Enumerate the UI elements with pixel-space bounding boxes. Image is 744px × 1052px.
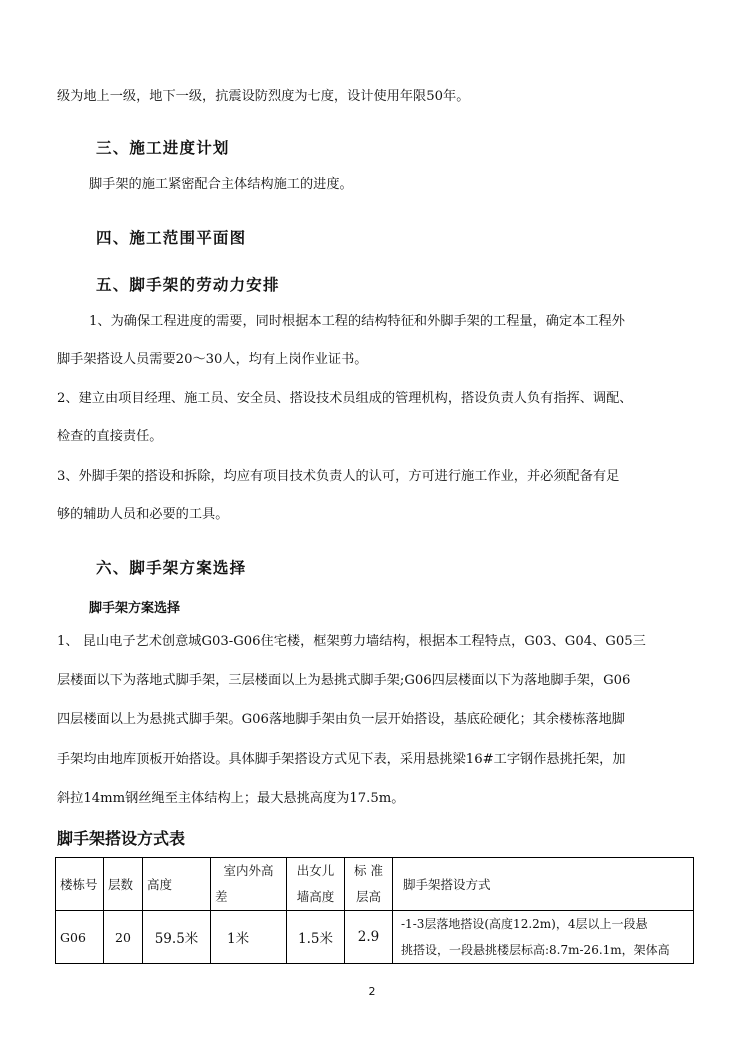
- header-std-floor: 标 准 层高: [345, 858, 393, 911]
- table-header-row: [56, 858, 694, 911]
- labor-item-2-line-2: 检查的直接责任。: [57, 429, 163, 444]
- labor-item-2-line-1: 2、建立由项目经理、施工员、安全员、搭设技术员组成的管理机构，搭设负责人负有指挥、调配、: [57, 391, 633, 406]
- scheme-line-3: 四层楼面以上为悬挑式脚手架。G06落地脚手架由负一层开始搭设，基底砼硬化；其余楼栋落地脚: [57, 712, 625, 727]
- cell-building: G06: [56, 911, 104, 964]
- heading-labor: 五、脚手架的劳动力安排: [96, 276, 280, 294]
- cell-method: -1-3层落地搭设(高度12.2m)，4层以上一段悬 挑搭设，一段悬挑楼层标高:8.7m-26.1m，架体高: [393, 911, 694, 964]
- table-title: 脚手架搭设方式表: [57, 829, 186, 848]
- cell-std-floor: 2.9: [345, 911, 393, 964]
- header-parapet: 出女儿 墙高度: [287, 858, 345, 911]
- subheading-scaffold-scheme: 脚手架方案选择: [89, 601, 181, 616]
- labor-item-1-line-1: 1、为确保工程进度的需要，同时根据本工程的结构特征和外脚手架的工程量，确定本工程外: [89, 314, 625, 329]
- paragraph-intro-end: 级为地上一级，地下一级，抗震设防烈度为七度，设计使用年限50年。: [57, 89, 470, 104]
- labor-item-3-line-2: 够的辅助人员和必要的工具。: [57, 507, 229, 522]
- scheme-line-2: 层楼面以下为落地式脚手架，三层楼面以上为悬挑式脚手架;G06四层楼面以下为落地脚手架，G06: [57, 673, 631, 688]
- paragraph-schedule: 脚手架的施工紧密配合主体结构施工的进度。: [89, 177, 353, 192]
- heading-scaffold-scheme: 六、脚手架方案选择: [96, 559, 247, 577]
- page-number: 2: [368, 985, 376, 998]
- header-height: 高度: [143, 858, 211, 911]
- header-building: 楼栋号: [56, 858, 104, 911]
- table-row: [56, 911, 694, 964]
- cell-elev-diff: 1米: [211, 911, 287, 964]
- cell-parapet: 1.5米: [287, 911, 345, 964]
- cell-height: 59.5米: [143, 911, 211, 964]
- heading-site-plan: 四、施工范围平面图: [96, 229, 247, 247]
- labor-item-3-line-1: 3、外脚手架的搭设和拆除，均应有项目技术负责人的认可，方可进行施工作业，并必须配备有足: [57, 469, 620, 484]
- labor-item-1-line-2: 脚手架搭设人员需要20～30人，均有上岗作业证书。: [57, 352, 368, 367]
- header-floors: 层数: [104, 858, 143, 911]
- header-elev-diff: 室内外高 差: [211, 858, 287, 911]
- header-method: 脚手架搭设方式: [393, 858, 694, 911]
- scaffold-method-table: [55, 857, 694, 964]
- scheme-line-1: 1、 昆山电子艺术创意城G03-G06住宅楼，框架剪力墙结构，根据本工程特点，G03、G04、G05三: [57, 634, 646, 649]
- cell-floors: 20: [104, 911, 143, 964]
- scheme-line-5: 斜拉14mm钢丝绳至主体结构上；最大悬挑高度为17.5m。: [57, 791, 405, 806]
- heading-schedule: 三、施工进度计划: [96, 139, 230, 157]
- scheme-line-4: 手架均由地库顶板开始搭设。具体脚手架搭设方式见下表，采用悬挑梁16#工字钢作悬挑托架，加: [57, 752, 626, 767]
